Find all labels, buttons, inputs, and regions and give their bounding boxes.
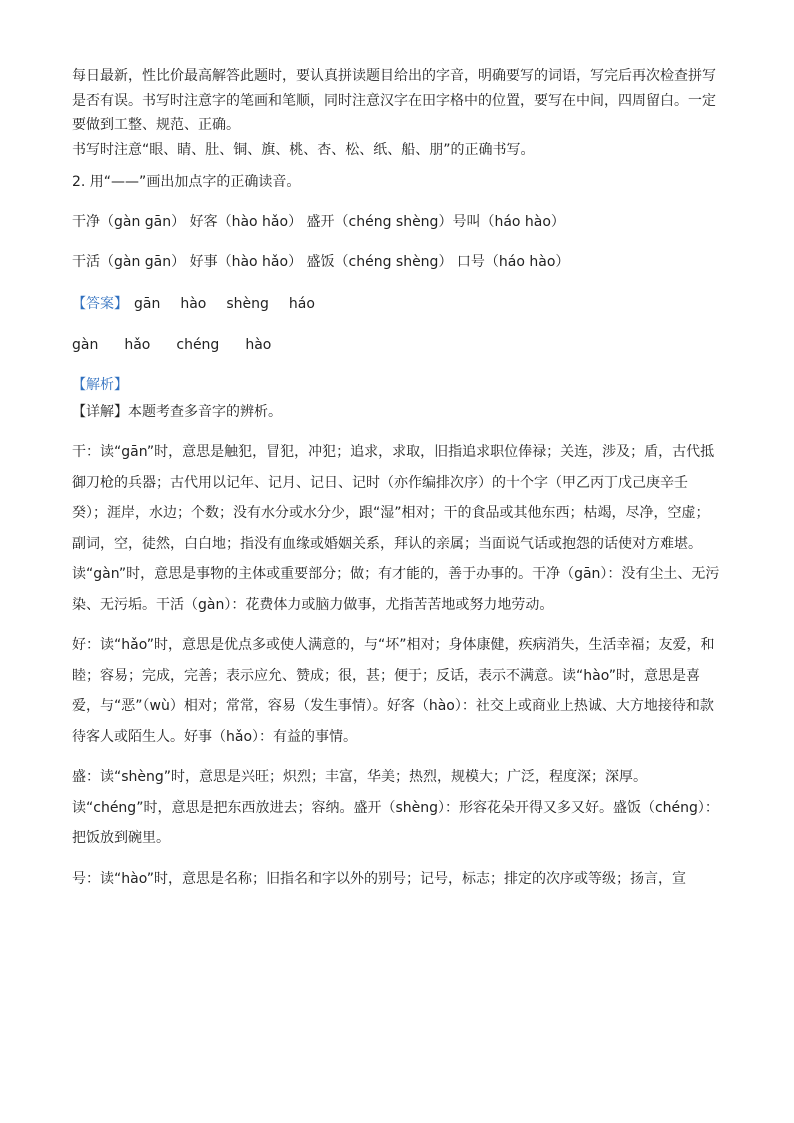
- answer-pinyin: hào: [245, 337, 272, 353]
- question-title: 2. 用“——”画出加点字的正确读音。: [72, 174, 301, 190]
- analysis-paragraph-gan: 干：读“gān”时，意思是触犯，冒犯，冲犯；追求，求取，旧指追求职位俸禄；关连，涉及；盾，古代抵御刀枪的兵器；古代用以记年、记月、记日、记时（亦作编排次序）的十个字（甲乙丙丁戊己庚辛壬癸）；涯岸，水边；个数；没有水分或水分少，跟“湿”相对；干的食品或其他东西；枯竭，尽净，空虚；副词，空，徒然，白白地；指没有血缘或婚姻关系，拜认的亲属；当面说气话或抱怨的话使对方难堪。读“gàn”时，意思是事物的主体或重要部分；做；有才能的，善于办事的。干净（gān）：没有尘土、无污染、无污垢。干活（gàn）：花费体力或脑力做事，尤指苦苦地或努力地劳动。: [72, 444, 720, 613]
- intro-line-4: 书写时注意“眼、睛、肚、铜、旗、桃、杏、松、纸、船、朋”的正确书写。: [72, 141, 535, 158]
- analysis-label: 【解析】: [72, 377, 128, 393]
- intro-line-2: 是否有误。书写时注意字的笔画和笔顺，同时注意汉字在田字格中的位置，要写在中间，四周留白。一定: [72, 92, 716, 109]
- analysis-paragraph-hao: 好：读“hǎo”时，意思是优点多或使人满意的，与“坏”相对；身体康健，疾病消失，生活幸福；友爱，和睦；容易；完成，完善；表示应允、赞成；很，甚；便于；反话，表示不满意。读“hào”时，意思是喜爱，与“恶”（wù）相对；常常，容易（发生事情）。好客（hào）：社交上或商业上热诚、大方地接待和款待客人或陌生人。好事（hǎo）：有益的事情。: [72, 637, 715, 745]
- detail-text: 本题考查多音字的辨析。: [128, 404, 282, 420]
- answer-label: 【答案】: [72, 296, 128, 312]
- detail-label: 【详解】: [72, 404, 128, 420]
- page-content: [72, 64, 722, 894]
- options-line-2: 干活（gàn gān） 好事（hào hǎo） 盛饭（chéng shèng） 口号（háo hào）: [72, 254, 570, 270]
- answer-pinyin: gān: [134, 296, 161, 312]
- answer-pinyin: shèng: [226, 296, 269, 312]
- intro-line-3: 要做到工整、规范、正确。: [72, 117, 240, 133]
- answer-row-1: [72, 294, 722, 314]
- answer-row-2: [72, 335, 722, 355]
- answer-pinyin: chéng: [176, 337, 220, 353]
- analysis-detail: [72, 401, 722, 423]
- analysis-paragraph-hao-number: 号：读“hào”时，意思是名称；旧指名和字以外的别号；记号，标志；排定的次序或等级；扬言，宣: [72, 870, 687, 887]
- answer-pinyin: háo: [288, 296, 315, 312]
- answer-pinyin: gàn: [72, 337, 99, 353]
- answer-pinyin: hào: [180, 296, 207, 312]
- analysis-paragraph-sheng: 盛：读“shèng”时，意思是兴旺；炽烈；丰富，华美；热烈，规模大；广泛，程度深；深厚。读“chéng”时，意思是把东西放进去；容纳。盛开（shèng）：形容花朵开得又多又好。盛饭（chéng）：把饭放到碗里。: [72, 769, 719, 846]
- answer-pinyin: hǎo: [124, 337, 151, 353]
- options-line-1: 干净（gàn gān） 好客（hào hǎo） 盛开（chéng shèng）号叫（háo hào）: [72, 214, 565, 230]
- intro-line-1: 每日最新，性比价最高解答此题时，要认真拼读题目给出的字音，明确要写的词语，写完后再次检查拼写: [72, 68, 716, 84]
